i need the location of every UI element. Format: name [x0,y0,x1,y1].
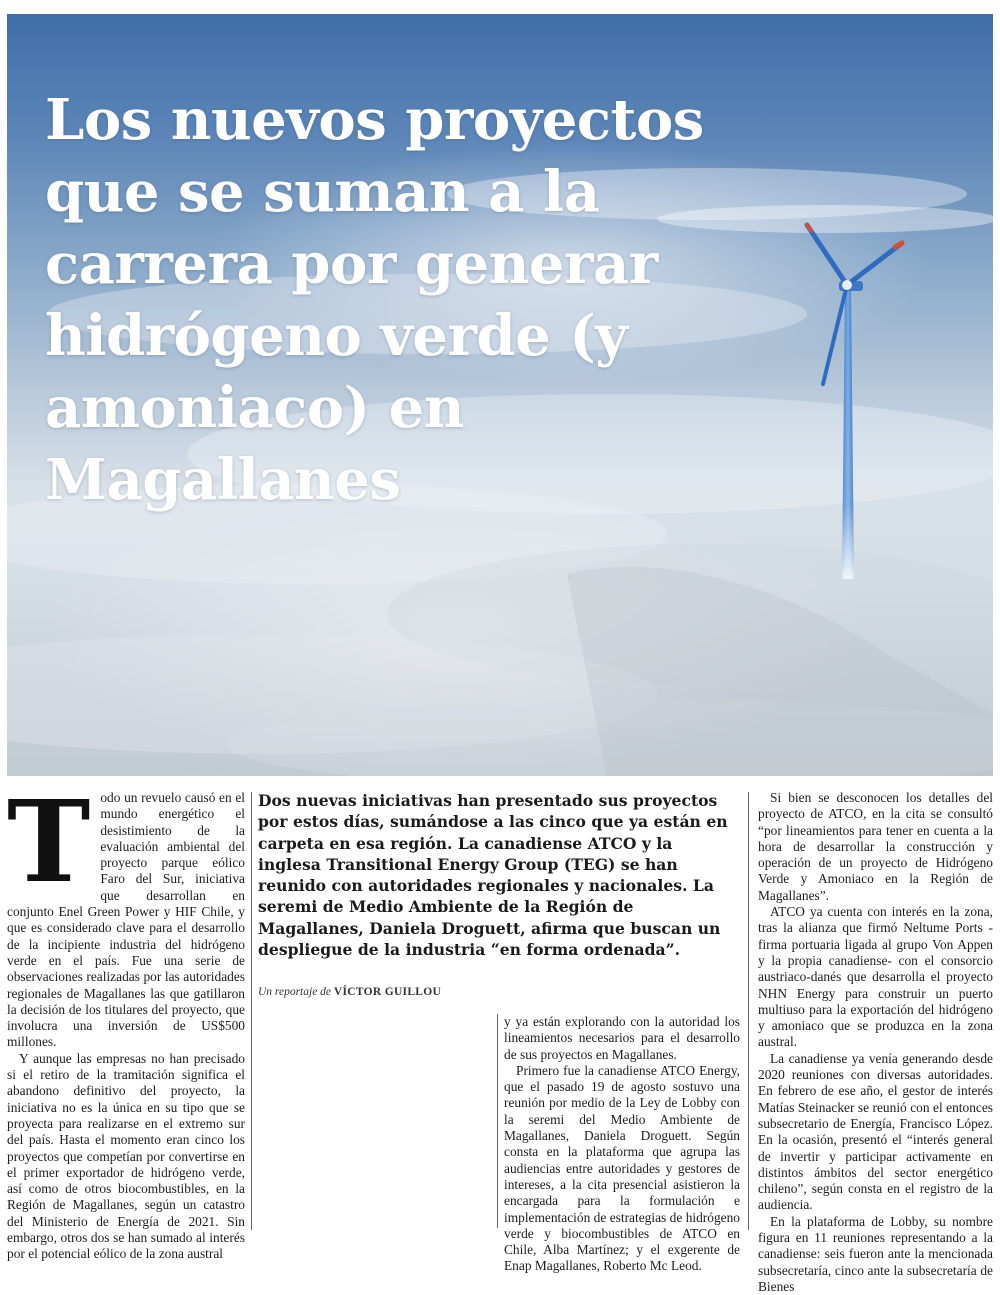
lead-paragraph: Dos nuevas iniciativas han presentado sus proyectos por estos días, sumándose a las cinco que ya están en carpeta en esa región. La canadiense ATCO y la inglesa Transitional Energy Group (TEG) se han reunido con autoridades regionales y nacionales. La seremi de Medio Ambiente de la Región de Magallanes, Daniela Droguett, afirma que buscan un despliegue de la industria “en forma ordenada”. [258,791,728,960]
article-column-1 [7,777,245,1263]
hero-photo [7,14,993,776]
paragraph: En la plataforma de Lobby, su nombre figura en 11 reuniones representando a la canadiense: seis fueron ante la mencionada subsecretaría, cinco ante la subsecretaría de Bienes [758,1213,993,1294]
byline-prefix: Un reportaje de [258,986,332,998]
article-column-3 [504,1014,740,1275]
column-divider [748,792,749,1230]
byline-author: VÍCTOR GUILLOU [333,986,442,998]
paragraph: La canadiense ya venía generando desde 2020 reuniones con diversas autoridades. En febrero de ese año, el gestor de interés Matías Steinacker se reunió con el entonces subsecretario de Energía, Francisco López. En la ocasión, presentó el “interés general de invertir y participar activamente en distintos ámbitos del sector energético chileno”, según consta en el registro de la audiencia. [758,1050,993,1213]
paragraph: Primero fue la canadiense ATCO Energy, que el pasado 19 de agosto sostuvo una reunión por medio de la Ley de Lobby con la seremi del Medio Ambiente de Magallanes, Daniela Droguett. Según consta en la plataforma que agrupa las audiencias entre autoridades y gestores de intereses, a la cita presencial asistieron la encargada para la formulación e implementación de estrategias de hidrógeno verde y biocombustibles de ATCO en Chile, Alba Martínez; y el exgerente de Enap Magallanes, Roberto Mc Leod. [504,1062,740,1274]
paragraph: y ya están explorando con la autoridad los lineamientos necesarios para el desarrollo de sus proyectos en Magallanes. [504,1014,740,1062]
paragraph: Y aunque las empresas no han precisado si el retiro de la tramitación significa el abandono definitivo del proyecto, la iniciativa no es la única en su tipo que se proyecta para realizarse en el extremo sur del país. Hasta el momento eran cinco los proyectos que competían por convertirse en el primer exportador de hidrógeno verde, así como de otros biocombustibles, en la Región de Magallanes, según un catastro del Ministerio de Energía de 2021. Sin embargo, otros dos se han sumado al interés por el potencial eólico de la zona austral [7,1050,245,1262]
paragraph: Si bien se desconocen los detalles del proyecto de ATCO, en la cita se consultó “por lineamientos para tener en cuenta a la hora de desarrollar la construcción y operación de un proyecto de Hidrógeno Verde y Amoniaco en la Región de Magallanes”. [758,790,993,903]
headline: Los nuevos proyectos que se suman a la carrera por generar hidrógeno verde (y amoniaco) en Magallanes [45,87,704,513]
article-column-4 [758,790,993,1295]
drop-cap: T [7,777,91,908]
paragraph: ATCO ya cuenta con interés en la zona, tras la alianza que firmó Neltume Ports -firma portuaria ligada al grupo Von Appen y la propia canadiense- con el consorcio austriaco-danés que desarrolla el proyecto NHN Energy para construir un puerto multiuso para la exportación del hidrógeno y amoniaco que se produzca en la zona austral. [758,904,993,1050]
column-divider [497,1014,498,1228]
paragraph: odo un revuelo causó en el mundo energético el desistimiento de la evaluación ambiental del proyecto parque eólico Faro del Sur, iniciativa que desarrollan en conjunto Enel Green Power y HIF Chile, y que es considerado clave para el desarrollo de la incipiente industria del hidrógeno verde en el país. Fue una serie de observaciones realizadas por las autoridades regionales de Magallanes las que gatillaron la decisión de los titulares del proyecto, que involucra una inversión de US$500 millones. [7,790,245,1050]
wind-turbine-illustration [767,209,917,599]
byline [258,985,498,999]
column-divider [251,792,252,1230]
